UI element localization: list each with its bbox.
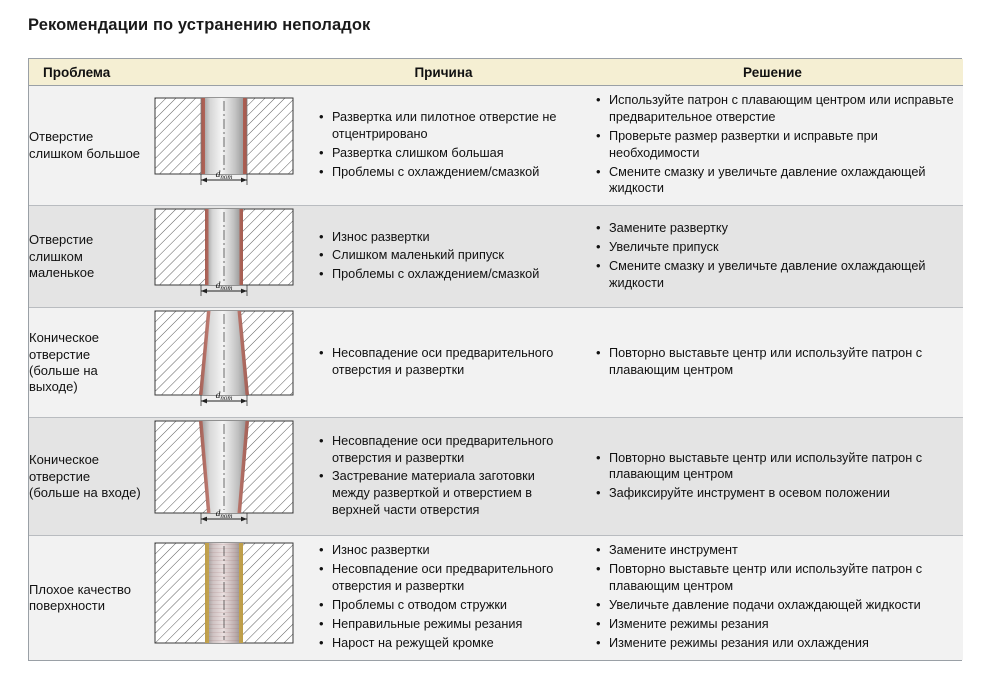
solution-list xyxy=(582,444,963,511)
page-title: Рекомендации по устранению неполадок xyxy=(28,16,371,34)
list-item: • Смените смазку и увеличьте давление охлаждающей жидкости xyxy=(596,164,955,198)
cause-list xyxy=(305,536,582,659)
column-header-solution: Решение xyxy=(582,59,963,86)
cause-cell xyxy=(305,206,582,308)
table-row xyxy=(29,86,963,206)
table-row xyxy=(29,536,963,660)
solution-cell xyxy=(582,308,963,418)
solution-list xyxy=(582,214,963,300)
table-body xyxy=(29,86,963,660)
column-header-cause: Причина xyxy=(305,59,582,86)
list-item: • Проверьте размер развертки и исправьте при необходимости xyxy=(596,128,955,162)
problem-label: Плохое качество поверхности xyxy=(29,536,142,660)
tapered-hole-wide-at-entry-icon xyxy=(149,418,299,530)
list-item: • Измените режимы резания или охлаждения xyxy=(596,635,955,652)
cause-list xyxy=(305,339,582,387)
list-item: • Несовпадение оси предварительного отверстия и развертки xyxy=(319,345,574,379)
cause-list xyxy=(305,427,582,527)
cause-list xyxy=(305,223,582,292)
svg-text:dnom: $d_{nom}$ xyxy=(215,170,232,182)
list-item: • Неправильные режимы резания xyxy=(319,616,574,633)
cause-cell xyxy=(305,86,582,206)
solution-cell xyxy=(582,418,963,536)
table-row xyxy=(29,206,963,308)
list-item: • Проблемы с охлаждением/смазкой xyxy=(319,266,574,283)
table-row xyxy=(29,418,963,536)
solution-cell xyxy=(582,86,963,206)
list-item: • Слишком маленький припуск xyxy=(319,247,574,264)
list-item: • Зафиксируйте инструмент в осевом положении xyxy=(596,485,955,502)
solution-list xyxy=(582,339,963,387)
svg-text:dnom: $d_{nom}$ xyxy=(215,391,232,403)
list-item: • Износ развертки xyxy=(319,542,574,559)
cause-cell xyxy=(305,308,582,418)
problem-label: Коническое отверстие (больше на выходе) xyxy=(29,308,142,418)
straight-hole-undersize-icon xyxy=(149,206,299,302)
table-row xyxy=(29,308,963,418)
cause-cell xyxy=(305,418,582,536)
list-item: • Замените инструмент xyxy=(596,542,955,559)
straight-hole-oversize-icon xyxy=(149,95,299,191)
list-item: • Смените смазку и увеличьте давление охлаждающей жидкости xyxy=(596,258,955,292)
figure-cell xyxy=(142,308,305,418)
solution-list xyxy=(582,86,963,205)
list-item: • Износ развертки xyxy=(319,229,574,246)
list-item: • Замените развертку xyxy=(596,220,955,237)
figure-cell xyxy=(142,206,305,308)
problem-label: Отверстие слишком большое xyxy=(29,86,142,206)
list-item: • Развертка или пилотное отверстие не отцентрировано xyxy=(319,109,574,143)
figure-cell xyxy=(142,86,305,206)
list-item: • Увеличьте давление подачи охлаждающей жидкости xyxy=(596,597,955,614)
solution-cell xyxy=(582,206,963,308)
cause-list xyxy=(305,103,582,189)
list-item: • Измените режимы резания xyxy=(596,616,955,633)
list-item: • Проблемы с отводом стружки xyxy=(319,597,574,614)
list-item: • Повторно выставьте центр или используйте патрон с плавающим центром xyxy=(596,450,955,484)
solution-cell xyxy=(582,536,963,660)
troubleshooting-table xyxy=(29,59,963,660)
tapered-hole-wide-at-exit-icon xyxy=(149,308,299,412)
problem-label: Коническое отверстие (больше на входе) xyxy=(29,418,142,536)
poor-surface-finish-icon xyxy=(149,540,299,652)
troubleshooting-table-container xyxy=(28,58,962,661)
list-item: • Развертка слишком большая xyxy=(319,145,574,162)
list-item: • Несовпадение оси предварительного отверстия и развертки xyxy=(319,561,574,595)
svg-text:dnom: $d_{nom}$ xyxy=(215,281,232,293)
problem-label: Отверстие слишком маленькое xyxy=(29,206,142,308)
list-item: • Повторно выставьте центр или используйте патрон с плавающим центром xyxy=(596,561,955,595)
list-item: • Повторно выставьте центр или используйте патрон с плавающим центром xyxy=(596,345,955,379)
list-item: • Увеличьте припуск xyxy=(596,239,955,256)
list-item: • Используйте патрон с плавающим центром или исправьте предварительное отверстие xyxy=(596,92,955,126)
list-item: • Проблемы с охлаждением/смазкой xyxy=(319,164,574,181)
figure-cell xyxy=(142,536,305,660)
solution-list xyxy=(582,536,963,659)
cause-cell xyxy=(305,536,582,660)
figure-cell xyxy=(142,418,305,536)
svg-text:dnom: $d_{nom}$ xyxy=(215,509,232,521)
table-header xyxy=(29,59,963,86)
list-item: • Несовпадение оси предварительного отверстия и развертки xyxy=(319,433,574,467)
list-item: • Нарост на режущей кромке xyxy=(319,635,574,652)
column-header-problem: Проблема xyxy=(29,59,305,86)
list-item: • Застревание материала заготовки между разверткой и отверстием в верхней части отверстия xyxy=(319,468,574,519)
